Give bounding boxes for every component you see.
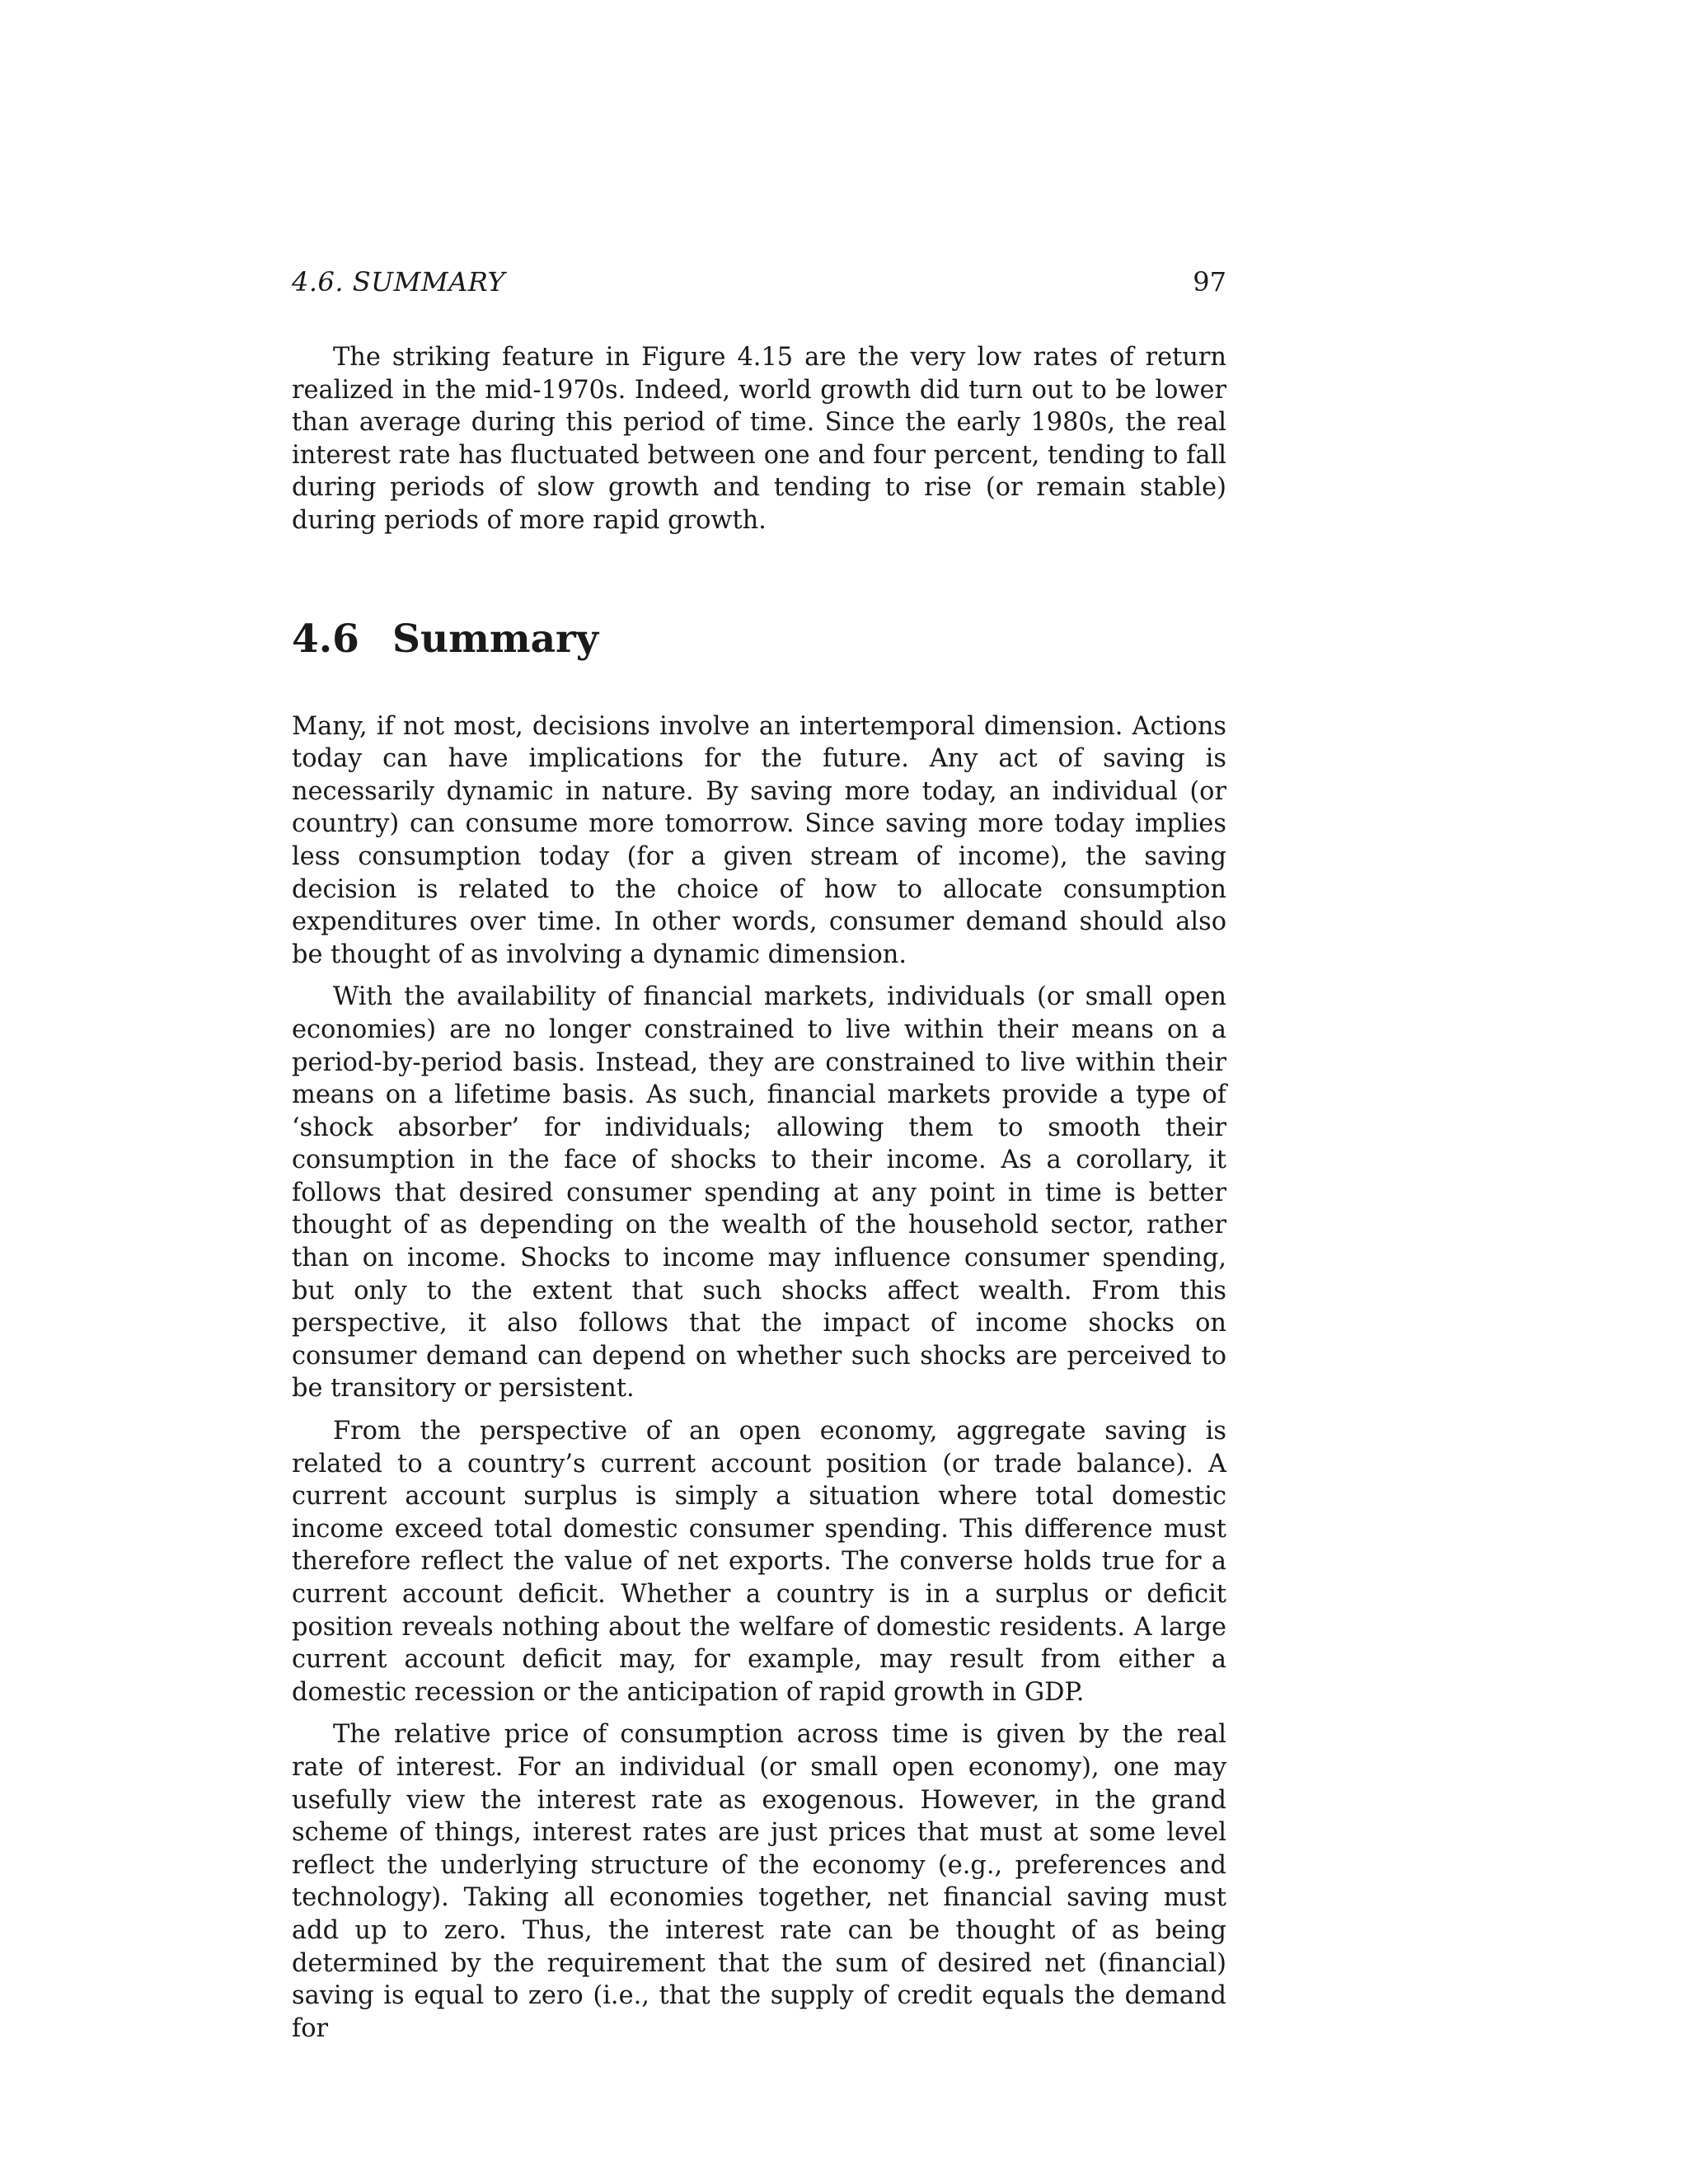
running-header-section: 4.6. SUMMARY — [292, 266, 505, 298]
document-page — [292, 264, 1226, 2055]
summary-paragraph-1: Many, if not most, decisions involve an intertemporal dimension. Actions today can have implications for the future. Any act of saving is necessarily dynamic in nature. By saving more today, an individual (or country) can consume more tomorrow. Since saving more today implies less consumption today (for a given stream of income), the saving decision is related to the choice of how to allocate consumption expenditures over time. In other words, consumer demand should also be thought of as involving a dynamic dimension. — [292, 711, 1226, 969]
section-heading — [292, 616, 1226, 663]
page-number: 97 — [1193, 266, 1226, 298]
running-header — [292, 264, 1226, 300]
section-number: 4.6 — [292, 616, 359, 662]
summary-paragraph-2: With the availability of financial markets, individuals (or small open economies) are no longer constrained to live within their means on a period-by-period basis. Instead, they are constrained to live within their means on a lifetime basis. As such, financial markets provide a type of ‘shock absorber’ for individuals; allowing them to smooth their consumption in the face of shocks to their income. As a corollary, it follows that desired consumer spending at any point in time is better thought of as depending on the wealth of the household sector, rather than on income. Shocks to income may influence consumer spending, but only to the extent that such shocks affect wealth. From this perspective, it also follows that the impact of income shocks on consumer demand can depend on whether such shocks are perceived to be transitory or persistent. — [292, 982, 1226, 1404]
summary-paragraph-4: The relative price of consumption across time is given by the real rate of interest. For an individual (or small open economy), one may usefully view the interest rate as exogenous. However, in the grand scheme of things, interest rates are just prices that must at some level reflect the underlying structure of the economy (e.g., preferences and technology). Taking all economies together, net financial saving must add up to zero. Thus, the interest rate can be thought of as being determined by the requirement that the sum of desired net (financial) saving is equal to zero (i.e., that the supply of credit equals the demand for — [292, 1720, 1226, 2043]
paragraph-intro: The striking feature in Figure 4.15 are the very low rates of return realized in the mid-1970s. Indeed, world growth did turn out to be lower than average during this period of time. Since the early 1980s, the real interest rate has fluctuated between one and four percent, tending to fall during periods of slow growth and tending to rise (or remain stable) during periods of more rapid growth. — [292, 343, 1226, 535]
section-title: Summary — [392, 616, 599, 662]
summary-paragraph-3: From the perspective of an open economy, aggregate saving is related to a country’s current account position (or trade balance). A current account surplus is simply a situation where total domestic income exceed total domestic consumer spending. This difference must therefore reflect the value of net exports. The converse holds true for a current account deficit. Whether a country is in a surplus or deficit position reveals nothing about the welfare of domestic residents. A large current account deficit may, for example, may result from either a domestic recession or the anticipation of rapid growth in GDP. — [292, 1417, 1226, 1707]
page-body — [292, 341, 1226, 2045]
